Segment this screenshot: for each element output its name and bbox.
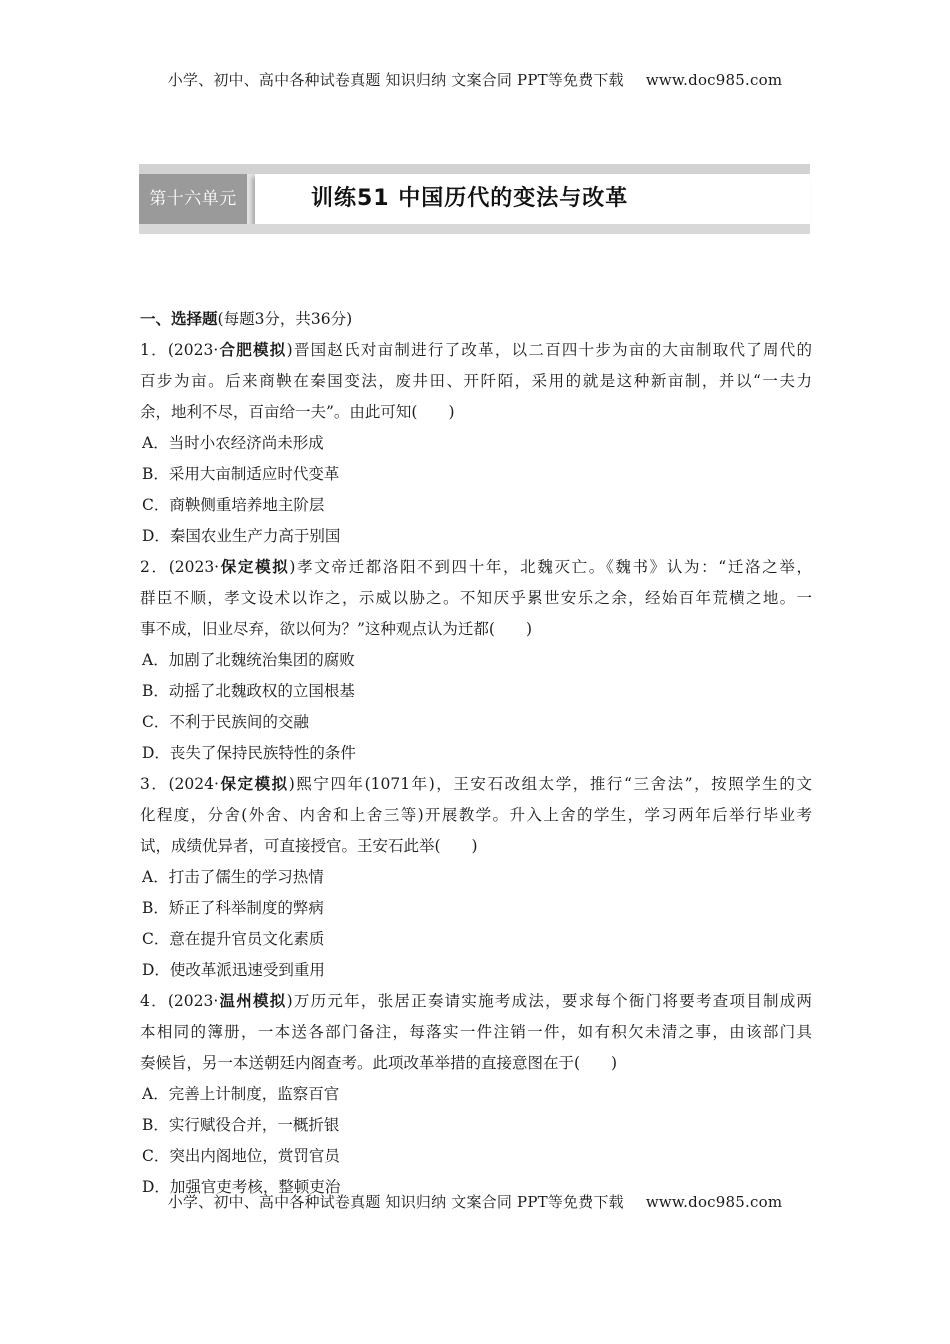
page-footer (0, 1191, 950, 1212)
question-line: 试，成绩优异者，可直接授官。王安石此举( ) (140, 837, 478, 855)
footer-text: 小学、初中、高中各种试卷真题 知识归纳 文案合同 PPT等免费下载 (167, 1193, 624, 1211)
question-line: 奏候旨，另一本送朝廷内阁查考。此项改革举措的直接意图在于( ) (140, 1054, 618, 1072)
option-d[interactable]: D．加强官吏考核，整顿吏治 (142, 1178, 341, 1196)
question-line (140, 986, 812, 1017)
question-number: 3． (140, 775, 169, 793)
question-line: 群臣不顺，孝文设术以诈之，示威以胁之。不知厌乎累世安乐之余，经始百年荒横之地。一 (140, 589, 812, 607)
unit-banner (139, 164, 810, 234)
question-source: 保定模拟 (218, 775, 289, 793)
option-d[interactable]: D．使改革派迅速受到重用 (142, 961, 325, 979)
question-text: 孝文帝迁都洛阳不到四十年，北魏灭亡。《魏书》认为：“迁洛之举， (295, 558, 812, 576)
question-line: 化程度，分舍(外舍、内舍和上舍三等)开展教学。升入上舍的学生，学习两年后举行毕业考 (140, 806, 812, 824)
question-text: 熙宁四年(1071年)，王安石改组太学，推行“三舍法”，按照学生的文 (294, 775, 812, 793)
question-source-open: (2023· (167, 341, 219, 359)
exercise-content (140, 304, 812, 1203)
question-source: 保定模拟 (219, 558, 290, 576)
title-box (255, 174, 810, 224)
option-d[interactable]: D．秦国农业生产力高于别国 (142, 527, 341, 545)
section-title-note: (每题3分，共36分) (217, 310, 353, 328)
option-b[interactable]: B．动摇了北魏政权的立国根基 (142, 682, 355, 700)
question-line: 本相同的簿册，一本送各部门备注，每落实一件注销一件，如有积欠未清之事，由该部门具 (140, 1023, 812, 1041)
question-3 (140, 769, 812, 986)
option-c[interactable]: C．不利于民族间的交融 (142, 713, 309, 731)
option-b[interactable]: B．矫正了科举制度的弊病 (142, 899, 324, 917)
page-title: 训练51 中国历代的变法与改革 (311, 186, 629, 211)
page-header (0, 69, 950, 90)
question-source-close: ) (289, 558, 296, 576)
option-b[interactable]: B．实行赋役合并，一概折银 (142, 1116, 340, 1134)
question-line: 余，地利不尽，百亩给一夫”。由此可知( ) (140, 403, 455, 421)
question-source-close: ) (286, 341, 293, 359)
question-line (140, 769, 812, 800)
question-line (140, 552, 812, 583)
question-line (140, 335, 812, 366)
option-a[interactable]: A．加剧了北魏统治集团的腐败 (142, 651, 355, 669)
question-source-open: (2023· (167, 992, 219, 1010)
question-text: 万历元年，张居正奏请实施考成法，要求每个衙门将要考查项目制成两 (292, 992, 812, 1010)
question-1 (140, 335, 812, 552)
unit-label: 第十六单元 (139, 174, 247, 224)
section-title (140, 304, 812, 335)
banner-top-strip (139, 164, 810, 174)
option-a[interactable]: A．当时小农经济尚未形成 (142, 434, 324, 452)
footer-site-link[interactable]: www.doc985.com (645, 1193, 783, 1211)
header-site-link[interactable]: www.doc985.com (645, 71, 783, 89)
question-number: 4． (140, 992, 168, 1010)
question-line: 百步为亩。后来商鞅在秦国变法，废井田、开阡陌，采用的就是这种新亩制，并以“一夫力 (140, 372, 812, 390)
option-a[interactable]: A．完善上计制度，监察百官 (142, 1085, 340, 1103)
question-source: 温州模拟 (218, 992, 287, 1010)
question-text: 晋国赵氏对亩制进行了改革，以二百四十步为亩的大亩制取代了周代的 (292, 341, 812, 359)
banner-bottom-strip (139, 224, 810, 234)
option-d[interactable]: D．丧失了保持民族特性的条件 (142, 744, 356, 762)
question-number: 1． (140, 341, 168, 359)
option-a[interactable]: A．打击了儒生的学习热情 (142, 868, 324, 886)
question-source-close: ) (288, 775, 295, 793)
question-number: 2． (140, 558, 169, 576)
question-source-close: ) (286, 992, 293, 1010)
question-source-open: (2024· (168, 775, 219, 793)
question-source: 合肥模拟 (218, 341, 287, 359)
question-2 (140, 552, 812, 769)
option-b[interactable]: B．采用大亩制适应时代变革 (142, 465, 340, 483)
question-line: 事不成，旧业尽弃，欲以何为？”这种观点认为迁都( ) (140, 620, 533, 638)
question-source-open: (2023· (168, 558, 220, 576)
question-4 (140, 986, 812, 1203)
option-c[interactable]: C．商鞅侧重培养地主阶层 (142, 496, 325, 514)
section-title-main: 一、选择题 (140, 310, 218, 328)
option-c[interactable]: C．突出内阁地位，赏罚官员 (142, 1147, 340, 1165)
option-c[interactable]: C．意在提升官员文化素质 (142, 930, 325, 948)
header-text: 小学、初中、高中各种试卷真题 知识归纳 文案合同 PPT等免费下载 (167, 71, 624, 89)
